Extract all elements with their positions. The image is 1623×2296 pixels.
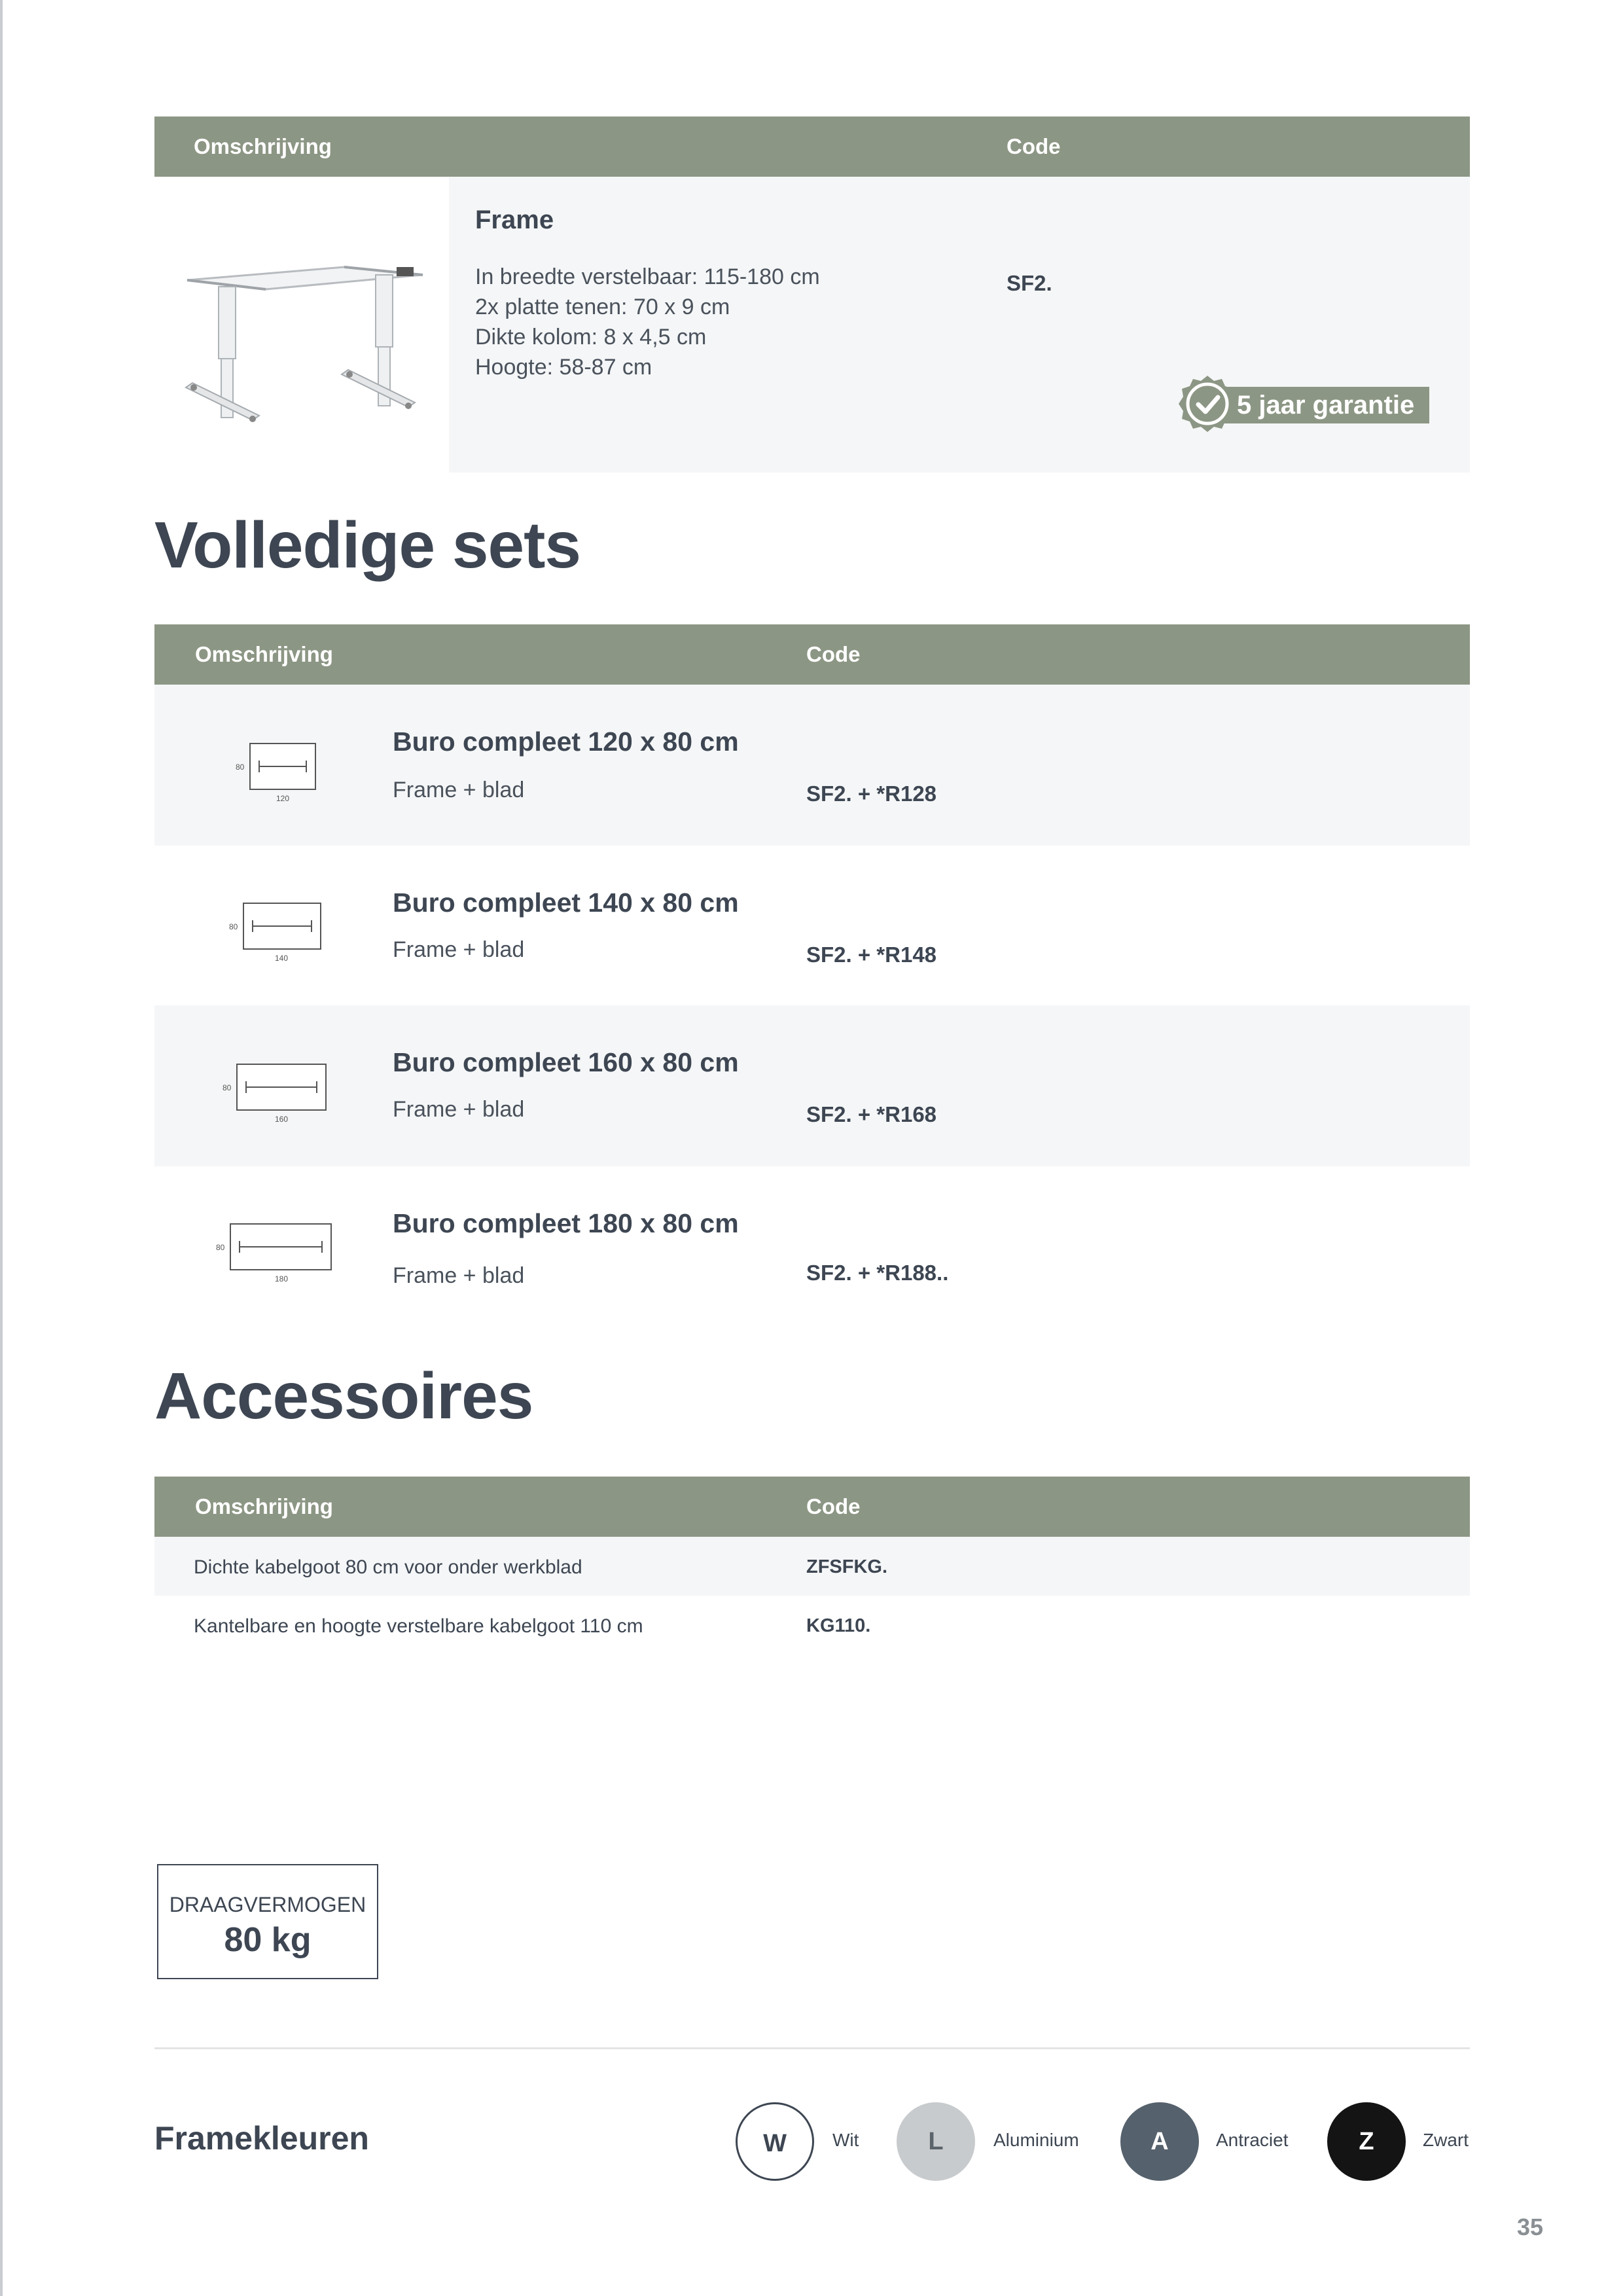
load-capacity-label: DRAAGVERMOGEN — [169, 1893, 366, 1916]
frame-title: Frame — [475, 206, 554, 234]
set-title: Buro compleet 160 x 80 cm — [393, 1047, 739, 1077]
frame-table-header — [154, 117, 1470, 177]
warranty-label: 5 jaar garantie — [1237, 391, 1415, 420]
diagram-depth-label: 80 — [236, 762, 245, 772]
color-label-aluminium: Aluminium — [993, 2130, 1079, 2150]
color-label-white: Wit — [832, 2130, 859, 2150]
sets-table-header — [154, 624, 1470, 685]
diagram-width-label: 160 — [275, 1115, 289, 1124]
set-title: Buro compleet 140 x 80 cm — [393, 888, 739, 918]
color-label-zwart: Zwart — [1423, 2130, 1469, 2150]
accessories-section-title: Accessoires — [154, 1359, 533, 1433]
frame-spec-line: 2x platte tenen: 70 x 9 cm — [475, 295, 730, 319]
page-number: 35 — [1517, 2214, 1544, 2240]
accessory-code: KG110. — [806, 1615, 871, 1636]
diagram-width-label: 140 — [275, 954, 289, 963]
header-description: Omschrijving — [195, 1494, 333, 1518]
set-code: SF2. + *R188.. — [806, 1261, 949, 1285]
warranty-seal-icon — [1178, 374, 1237, 437]
color-swatch-white: W — [736, 2102, 814, 2181]
set-subtitle: Frame + blad — [393, 1097, 525, 1122]
color-label-antraciet: Antraciet — [1216, 2130, 1289, 2150]
sets-section-title: Volledige sets — [154, 509, 581, 582]
set-code: SF2. + *R148 — [806, 942, 937, 967]
set-subtitle: Frame + blad — [393, 937, 525, 962]
accessories-table-header — [154, 1477, 1470, 1537]
color-swatch-zwart: Z — [1327, 2102, 1406, 2181]
set-code: SF2. + *R168 — [806, 1102, 937, 1126]
desk-size-diagram-icon — [213, 1056, 331, 1132]
diagram-depth-label: 80 — [229, 922, 238, 931]
header-code: Code — [1007, 134, 1061, 158]
color-swatch-aluminium: L — [897, 2102, 975, 2181]
diagram-width-label: 120 — [276, 794, 290, 803]
load-capacity-value: 80 kg — [224, 1921, 312, 1959]
header-code: Code — [806, 1494, 861, 1518]
header-description: Omschrijving — [195, 642, 333, 666]
diagram-depth-label: 80 — [216, 1243, 225, 1252]
desk-size-diagram-icon — [220, 895, 325, 971]
set-title: Buro compleet 120 x 80 cm — [393, 726, 739, 757]
page-edge — [0, 0, 3, 2296]
frame-code: SF2. — [1007, 271, 1052, 295]
header-description: Omschrijving — [194, 134, 332, 158]
frame-image — [154, 177, 449, 473]
set-subtitle: Frame + blad — [393, 778, 525, 802]
set-row — [154, 1166, 1470, 1327]
desk-frame-illustration — [154, 177, 449, 473]
diagram-width-label: 180 — [275, 1274, 289, 1283]
frame-spec-line: Dikte kolom: 8 x 4,5 cm — [475, 325, 707, 350]
frame-spec-line: Hoogte: 58-87 cm — [475, 355, 652, 380]
set-row — [154, 1005, 1470, 1166]
set-subtitle: Frame + blad — [393, 1263, 525, 1288]
accessory-description: Kantelbare en hoogte verstelbare kabelgoot 110 cm — [194, 1615, 643, 1637]
set-row — [154, 685, 1470, 846]
diagram-depth-label: 80 — [223, 1083, 232, 1092]
header-code: Code — [806, 642, 861, 666]
set-code: SF2. + *R128 — [806, 781, 937, 806]
frame-colors-title: Framekleuren — [154, 2120, 369, 2157]
divider — [154, 2047, 1470, 2049]
load-capacity-box — [157, 1864, 378, 1979]
accessory-code: ZFSFKG. — [806, 1556, 888, 1577]
warranty-badge — [1221, 387, 1429, 423]
frame-row — [154, 177, 1470, 473]
desk-size-diagram-icon — [226, 736, 325, 811]
accessory-description: Dichte kabelgoot 80 cm voor onder werkblad — [194, 1556, 582, 1578]
set-row — [154, 846, 1470, 1007]
desk-size-diagram-icon — [207, 1216, 338, 1291]
frame-spec-line: In breedte verstelbaar: 115-180 cm — [475, 264, 820, 289]
set-title: Buro compleet 180 x 80 cm — [393, 1208, 739, 1238]
color-swatch-antraciet: A — [1120, 2102, 1199, 2181]
